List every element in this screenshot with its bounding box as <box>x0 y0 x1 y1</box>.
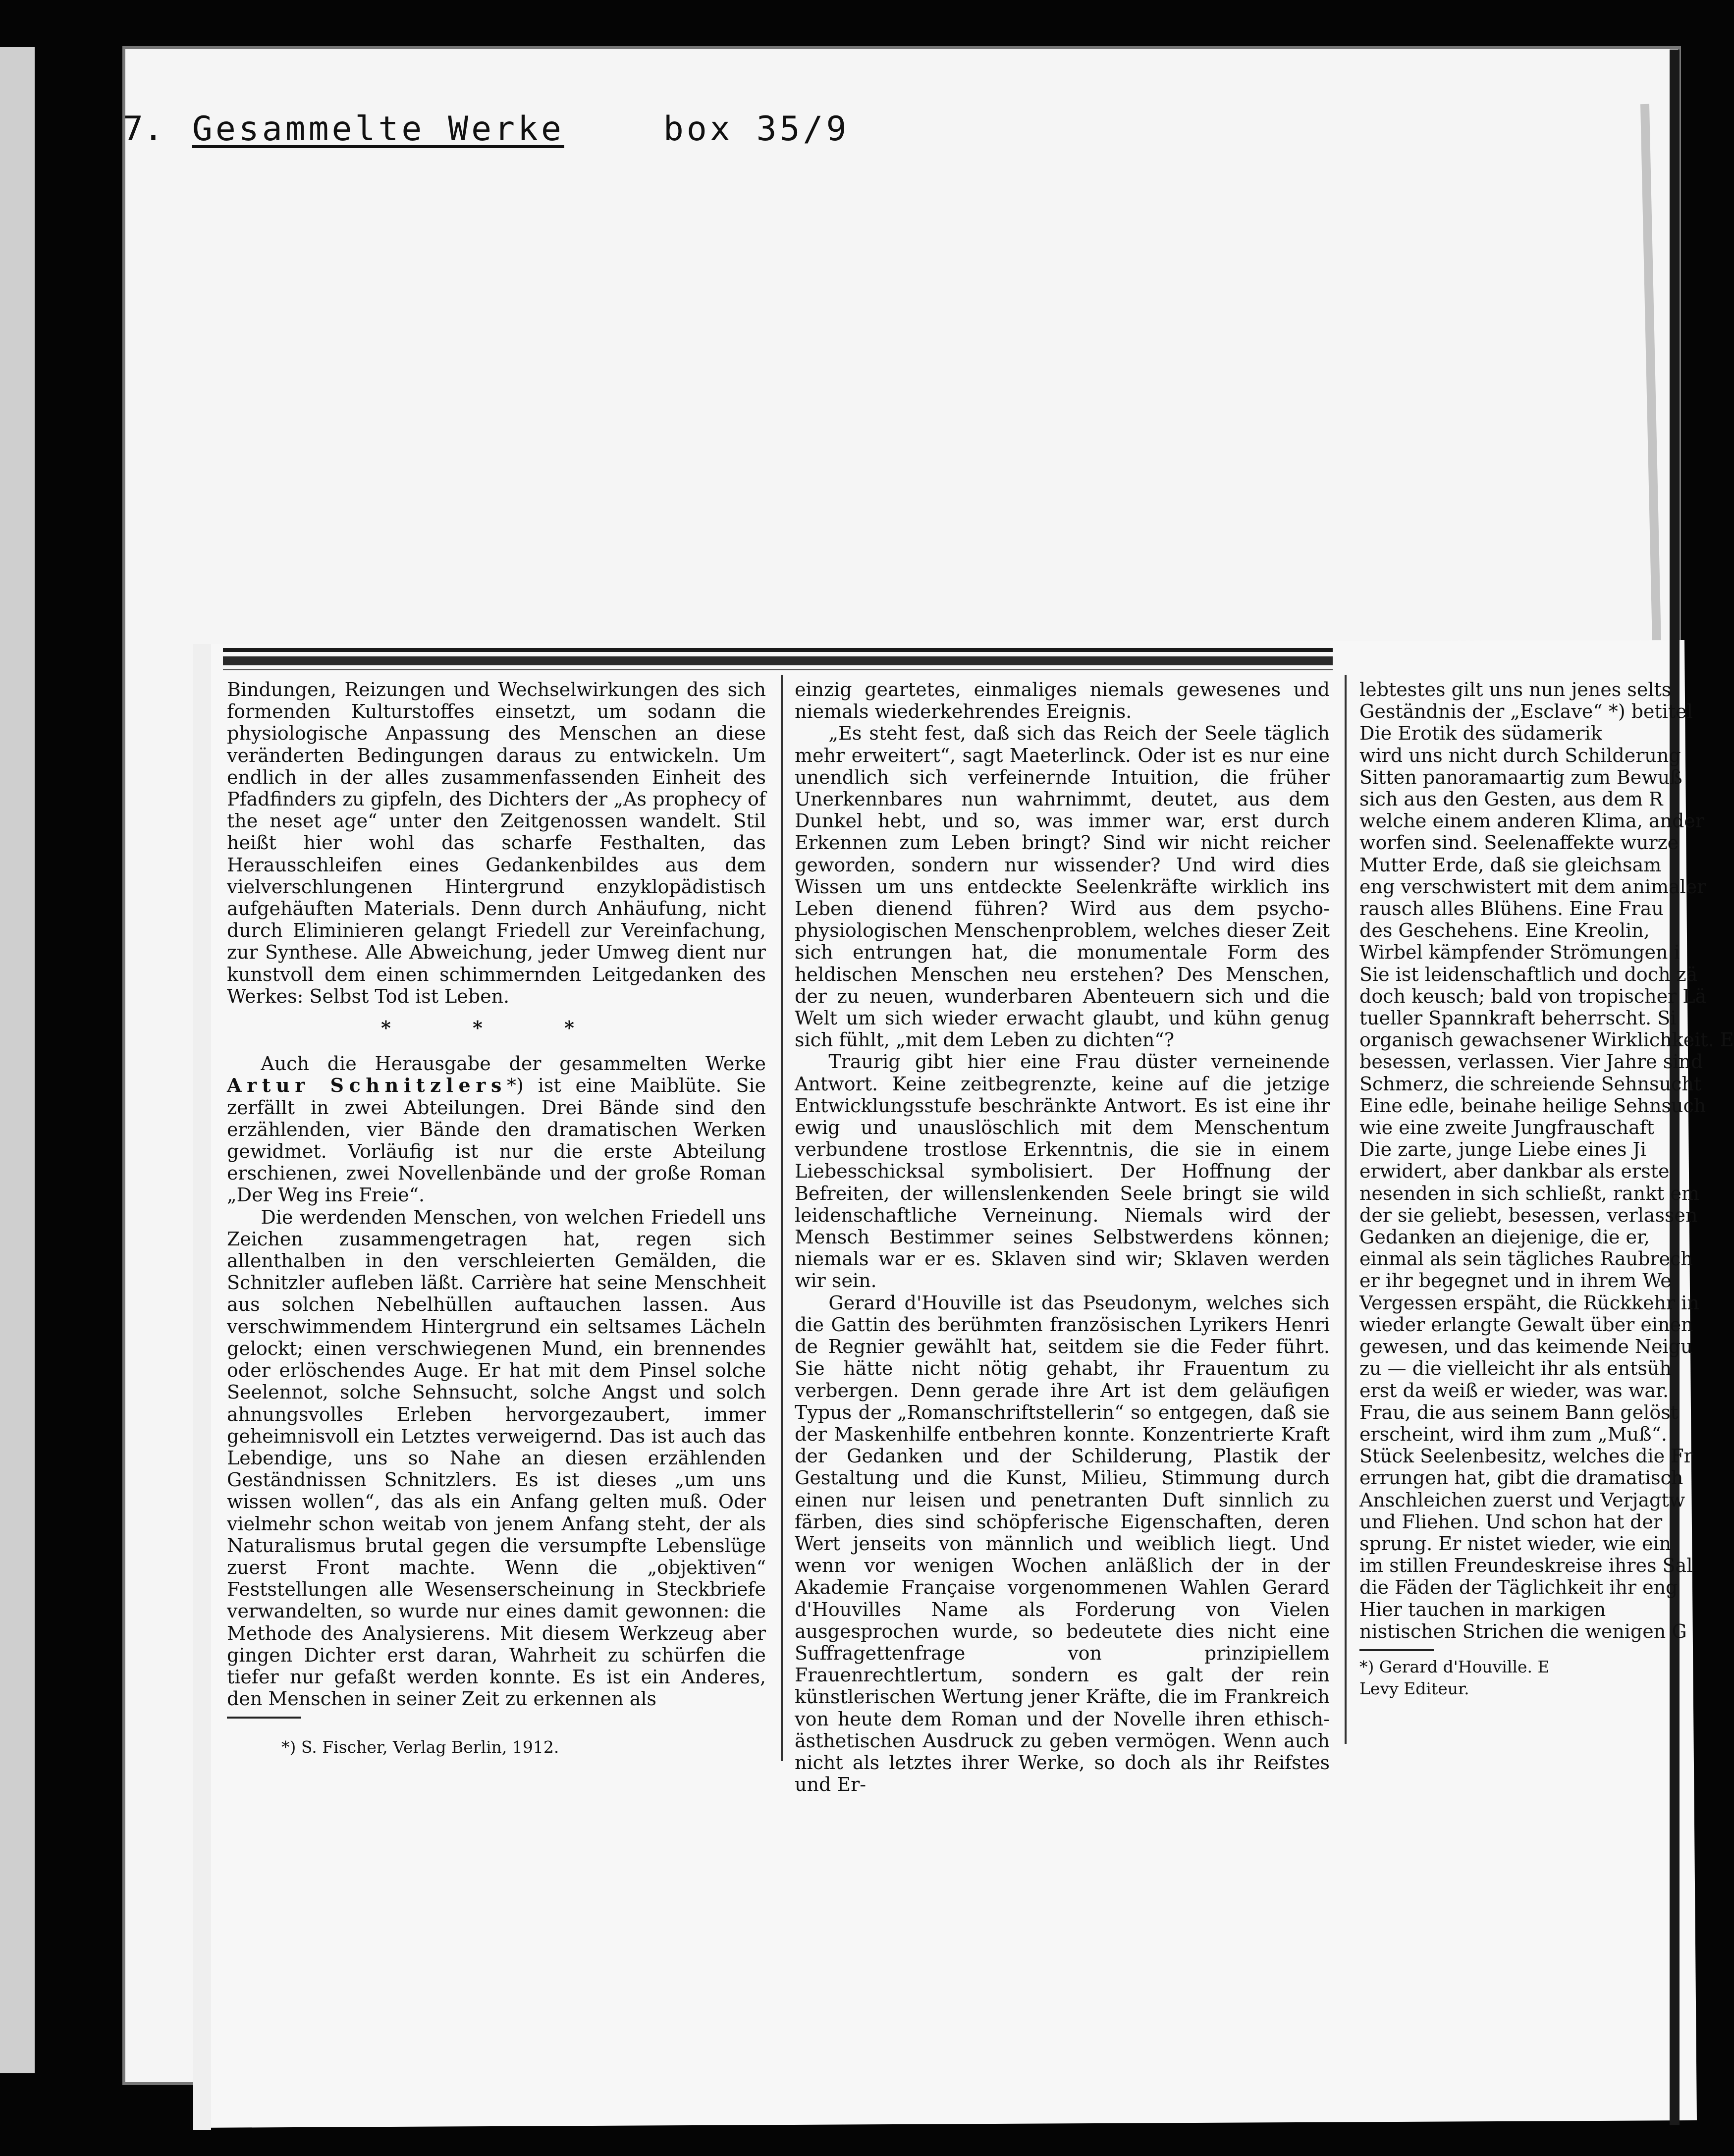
article-column-3 <box>1359 679 1734 1700</box>
col3-footnote-rule <box>1359 1649 1434 1651</box>
article-column-1 <box>227 679 766 1759</box>
col3-line: Schmerz, die schreiende Sehnsucht <box>1359 1073 1702 1095</box>
col3-line: Die zarte, junge Liebe eines Ji <box>1359 1138 1646 1161</box>
col3-line: Anschleichen zuerst und Verjagtw <box>1359 1489 1685 1511</box>
col3-line: einmal als sein tägliches Raubrech <box>1359 1248 1693 1270</box>
col3-line: nesenden in sich schließt, rankt em <box>1359 1182 1700 1204</box>
col3-line: Vergessen erspäht, die Rückkehr in <box>1359 1292 1699 1314</box>
col3-line: organisch gewachsener Wirklichkeit. E <box>1359 1029 1734 1051</box>
col3-line: wie eine zweite Jungfrauschaft <box>1359 1117 1655 1139</box>
col3-line: besessen, verlassen. Vier Jahre sind <box>1359 1051 1703 1073</box>
col3-line: Hier tauchen in markigen <box>1359 1598 1606 1620</box>
col3-line: Mutter Erde, daß sie gleichsam <box>1359 854 1662 876</box>
col3-line: Sie ist leidenschaftlich und doch zä <box>1359 963 1698 985</box>
col3-text-block <box>1359 679 1734 1642</box>
col3-line: tueller Spannkraft beherrscht. Si <box>1359 1007 1677 1029</box>
col3-line: Eine edle, beinahe heilige Sehnsuch <box>1359 1094 1706 1117</box>
col3-line: Frau, die aus seinem Bann gelöst <box>1359 1401 1679 1423</box>
col1-paragraph-2 <box>227 1053 766 1206</box>
col3-line: Geständnis der „Esclave“ *) betitel <box>1359 701 1693 723</box>
col3-line: erwidert, aber dankbar als erste <box>1359 1160 1670 1183</box>
col3-line: im stillen Freundeskreise ihres Sal <box>1359 1555 1693 1577</box>
col3-line: und Fliehen. Und schon hat der <box>1359 1510 1663 1533</box>
col3-footnote-line-2: Levy Editeur. <box>1359 1679 1469 1699</box>
author-name: Artur Schnitzlers <box>227 1074 507 1097</box>
col2-paragraph-1: einzig geartetes, einmaliges niemals gewesenes und niemals wiederkehrendes Ereignis. <box>795 679 1330 723</box>
col3-line: doch keusch; bald von tropischer Lä <box>1359 985 1707 1007</box>
col3-line: worfen sind. Seelenaffekte wurze <box>1359 832 1679 854</box>
col2-paragraph-3: Traurig gibt hier eine Frau düster verneinende Antwort. Keine zeitbegrenzte, keine auf die jetzige Entwicklungsstufe beschränkte Antwort. Es ist eine ihr ewig und unauslöschlich mit dem Menschentum verbundene trostlose Erkenntnis, die sie in einem Liebesschicksal symbolisiert. Der Hoffnung der Befreiten, der willenslenkenden Seele bringt sie wild leidenschaftliche Verneinung. Niemals wird der Mensch Bestimmer seines Selbstwerdens können; niemals war er es. Sklaven sind wir; Sklaven werden wir sein. <box>795 1051 1330 1292</box>
header-title: Gesammelte Werke <box>192 109 564 149</box>
col3-line: errungen hat, gibt die dramatisch <box>1359 1467 1683 1489</box>
header-box: box 35/9 <box>663 109 850 149</box>
col3-line: Wirbel kämpfender Strömungen i <box>1359 941 1680 964</box>
col3-line: Sitten panoramaartig zum Bewuß <box>1359 766 1682 788</box>
col3-line: Stück Seelenbesitz, welches die Fr <box>1359 1445 1693 1467</box>
footnote-rule <box>227 1717 301 1719</box>
col3-line: zu — die vielleicht ihr als entsüh <box>1359 1357 1672 1380</box>
col3-line: welche einem anderen Klima, ander <box>1359 810 1705 832</box>
col3-line: erscheint, wird ihm zum „Muß“. <box>1359 1423 1668 1445</box>
col3-line: erst da weiß er wieder, was war. <box>1359 1379 1669 1401</box>
col3-line: wieder erlangte Gewalt über einen <box>1359 1313 1693 1336</box>
col3-line: lebtestes gilt uns nun jenes selts <box>1359 679 1672 701</box>
col1-paragraph-2-rest: *) ist eine Maiblüte. Sie zerfällt in zwei Abteilungen. Drei Bände sind den erzählenden, vier Bände den dramatischen Werken gewidmet. Vorläufig ist nur die erste Abteilung erschienen, zwei Novellenbände und der große Roman „Der Weg ins Freie“. <box>227 1075 766 1206</box>
col3-line: sich aus den Gesten, aus dem R <box>1359 788 1663 810</box>
col3-line: er ihr begegnet und in ihrem We <box>1359 1270 1672 1292</box>
article-column-2 <box>795 679 1330 1795</box>
header-number: 7. <box>123 109 163 149</box>
col1-footnote: *) S. Fischer, Verlag Berlin, 1912. <box>281 1737 559 1757</box>
col2-paragraph-4: Gerard d'Houville ist das Pseudonym, welches sich die Gattin des berühmten französischen Lyrikers Henri de Regnier gewählt hat, seitdem sie die Feder führt. Sie hätte nicht nötig gehabt, ihr Frauentum zu verbergen. Denn gerade ihre Art ist dem geläufigen Typus der „Romanschriftstellerin“ so entgegen, daß sie der Maskenhilfe entbehren konnte. Konzentrierte Kraft der Gedanken und der Schilderung, Plastik der Gestaltung und die Kunst, Milieu, Stimmung durch einen nur leisen und penetranten Duft sinnlich zu färben, dies sind schöpferische Eigenschaften, deren Wert jenseits von männlich und weiblich liegt. Und wenn vor wenigen Wochen anläßlich der in der Akademie Française vorgenommenen Wahlen Gerard d'Houvilles Name als Forderung von Vielen ausgesprochen wurde, so bedeutete dies nicht eine Suffragettenfrage von prinzipiellem Frauenrechtlertum, sondern es galt der rein künstlerischen Wertung jener Kräfte, die im Frankreich von heute dem Roman und der Novelle ihren ethisch-ästhetischen Ausdruck zu geben vermögen. Wenn auch nicht als letztes ihrer Werke, so doch als ihr Reifstes und Er- <box>795 1292 1330 1796</box>
col3-line: des Geschehens. Eine Kreolin, <box>1359 919 1650 942</box>
col3-footnote-line-1: *) Gerard d'Houville. E <box>1359 1657 1550 1676</box>
archive-header <box>123 104 849 154</box>
col3-line: die Fäden der Täglichkeit ihr eng <box>1359 1576 1678 1599</box>
col3-line: der sie geliebt, besessen, verlassen <box>1359 1204 1698 1226</box>
section-divider: * * * <box>380 1017 612 1039</box>
col3-line: Gedanken an diejenige, die er, <box>1359 1226 1650 1248</box>
col3-line: rausch alles Blühens. Eine Frau <box>1359 898 1664 920</box>
col3-line: sprung. Er nistet wieder, wie ein <box>1359 1532 1672 1555</box>
col3-line: Die Erotik des südamerik <box>1359 722 1602 745</box>
col3-line: gewesen, und das keimende Neigu <box>1359 1336 1693 1358</box>
col3-line: wird uns nicht durch Schilderung <box>1359 744 1681 766</box>
col2-paragraph-2: „Es steht fest, daß sich das Reich der Seele täglich mehr erweitert“, sagt Maeterlinck. Oder ist es nur eine unendlich sich verfeinernde Intuition, die früher Unerkennbares nun wahrnimmt, deutet, aus dem Dunkel hebt, und so, was immer war, erst durch Erkennen zum Leben bringt? Sind wir nicht reicher geworden, sondern nur wissender? Und wird dies Wissen um uns entdeckte Seelenkräfte wirklich ins Leben dienend führen? Wird aus dem psycho-physiologischen Menschenproblem, welches dieser Zeit sich entrungen hat, die monumentale Form des heldischen Menschen neu erstehen? Des Menschen, der zu neuen, wunderbaren Abenteuern sich und die Welt um sich wieder erwacht glaubt, und kühn genug sich fühlt, „mit dem Leben zu dichten“? <box>795 722 1330 1051</box>
col1-paragraph-3: Die werdenden Menschen, von welchen Friedell uns Zeichen zusammengetragen hat, regen sich allenthalben in den verschleierten Gemälden, die Schnitzler aufleben läßt. Carrière hat seine Menschheit aus solchen Nebelhüllen auftauchen lassen. Aus verschwimmendem Hintergrund ein seltsames Lächeln gelockt; einen verschwiegenen Mund, ein brennendes oder erlöschendes Auge. Er hat mit dem Pinsel solche Seelennot, solche Sehnsucht, solche Angst und solch ahnungsvolles Erleben hervorgezaubert, immer geheimnisvoll ein Letztes verweigernd. Das ist auch das Lebendige, uns so Nahe an diesen erzählenden Geständnissen Schnitzlers. Es ist dieses „um uns wissen wollen“, das als ein Anfang gelten muß. Oder vielmehr schon weitab von jenem Anfang steht, der als Naturalismus brutal gegen die versumpfte Lebenslüge zuerst Front machte. Wenn die „objektiven“ Feststellungen alle Wesenserscheinung in Steckbriefe verwandelten, so wurde nur eines damit gewonnen: die Methode des Analysierens. Mit diesem Werkzeug aber gingen Dichter erst daran, Wahrheit zu schürfen die tiefer nur gefaßt werden konnte. Es ist ein Anderes, den Menschen in seiner Zeit zu erkennen als <box>227 1206 766 1710</box>
col3-line: eng verschwistert mit dem animaler <box>1359 875 1706 898</box>
col1-paragraph-2-lead: Auch die Herausgabe der gesammelten Werke <box>261 1053 766 1075</box>
col1-paragraph-1: Bindungen, Reizungen und Wechselwirkungen des sich formenden Kulturstoffes einsetzt, um sodann die physiologische Anpassung des Menschen an diese veränderten Bedingungen daraus zu entwickeln. Um endlich in der alles zusammenfassenden Einheit des Pfadfinders zu gipfeln, des Dichters der „As prophecy of the neset age“ unter den Zeitgenossen wandelt. Stil heißt hier wohl das scharfe Festhalten, das Herausschleifen eines Gedankenbildes aus dem vielverschlungenen Hintergrund enzyklopädistisch aufgehäuften Materials. Denn durch Anhäufung, nicht durch Eliminieren gelangt Friedell zur Vereinfachung, zur Synthese. Alle Abweichung, jeder Umweg dient nur kunstvoll dem einen schimmernden Leitgedanken des Werkes: Selbst Tod ist Leben. <box>227 679 766 1007</box>
col3-line: nistischen Strichen die wenigen G <box>1359 1620 1687 1642</box>
